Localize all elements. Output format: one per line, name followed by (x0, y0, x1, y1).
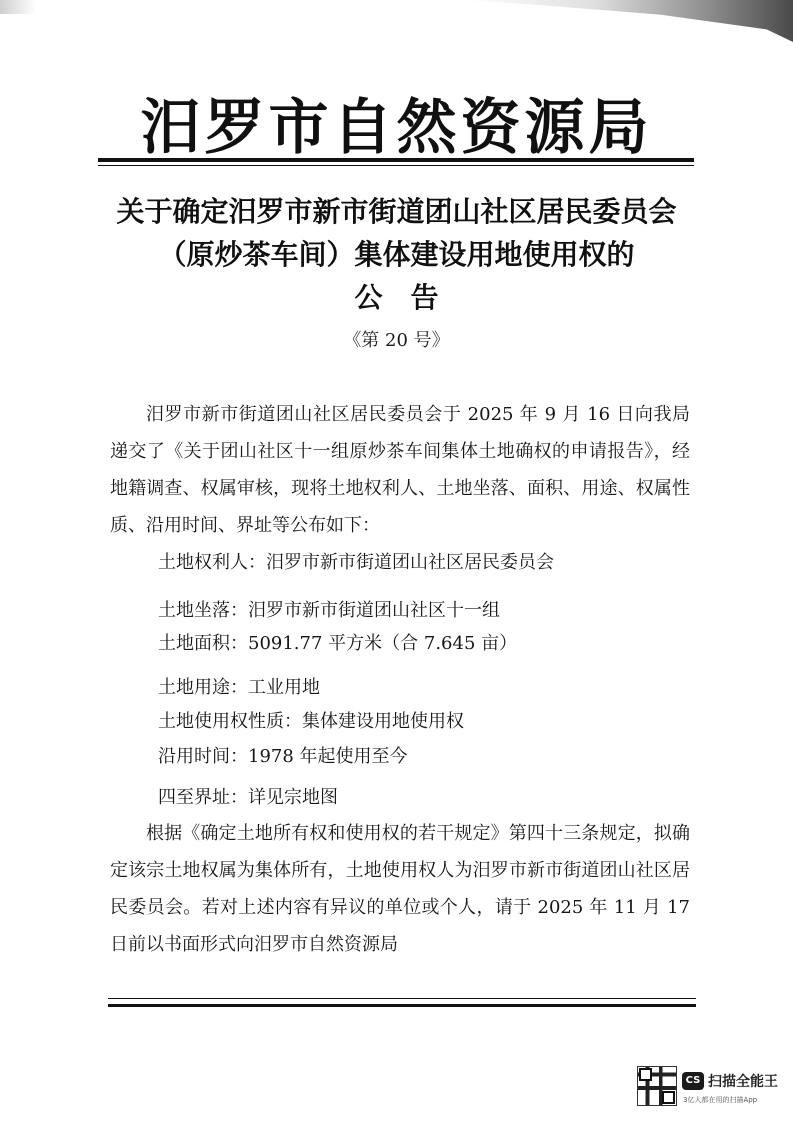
field-usage-period: 沿用时间：1978 年起使用至今 (158, 746, 408, 767)
footer-rule-thin (108, 998, 696, 999)
camscanner-logo-icon: CS (682, 1072, 704, 1090)
organization-title: 汨罗市自然资源局 (140, 93, 653, 163)
field-land-use: 土地用途：工业用地 (158, 677, 320, 698)
scanner-app-tagline: 3亿人都在用的扫描App (683, 1096, 758, 1104)
conclusion-paragraph: 根据《确定土地所有权和使用权的若干规定》第四十三条规定，拟确定该宗土地权属为集体所有，土地使用权人为汨罗市新市街道团山社区居民委员会。若对上述内容有异议的单位或个人，请于 2025 年 11 月 17 日前以书面形式向汨罗市自然资源局 (110, 823, 690, 955)
scan-shadow-top-right (463, 0, 793, 42)
notice-title-line-3: 公告 (354, 281, 467, 314)
intro-paragraph: 汨罗市新市街道团山社区居民委员会于 2025 年 9 月 16 日向我局递交了《关于团山社区十一组原炒茶车间集体土地确权的申请报告》，经地籍调查、权属审核，现将土地权利人、土地坐落、面积、用途、权属性质、沿用时间、界址等公布如下： (110, 404, 690, 536)
field-land-rights-holder: 土地权利人：汨罗市新市街道团山社区居民委员会 (158, 552, 554, 573)
scan-shadow-top-left (0, 0, 36, 14)
qr-code-icon (637, 1066, 677, 1106)
notice-title-line-2: （原炒茶车间）集体建设用地使用权的 (158, 238, 635, 271)
footer-rule-thick (108, 1004, 696, 1007)
scanner-app-name: 扫描全能王 (708, 1074, 778, 1090)
notice-title-line-1: 关于确定汨罗市新市街道团山社区居民委员会 (116, 195, 677, 228)
header-rule-thick (98, 158, 694, 162)
document-number: 《第 20 号》 (343, 330, 450, 351)
field-land-location: 土地坐落：汨罗市新市街道团山社区十一组 (158, 600, 500, 621)
field-use-right-nature: 土地使用权性质：集体建设用地使用权 (158, 711, 464, 732)
header-rule-thin (98, 165, 694, 166)
field-boundaries: 四至界址：详见宗地图 (158, 787, 338, 808)
field-land-area: 土地面积：5091.77 平方米（合 7.645 亩） (158, 633, 518, 654)
